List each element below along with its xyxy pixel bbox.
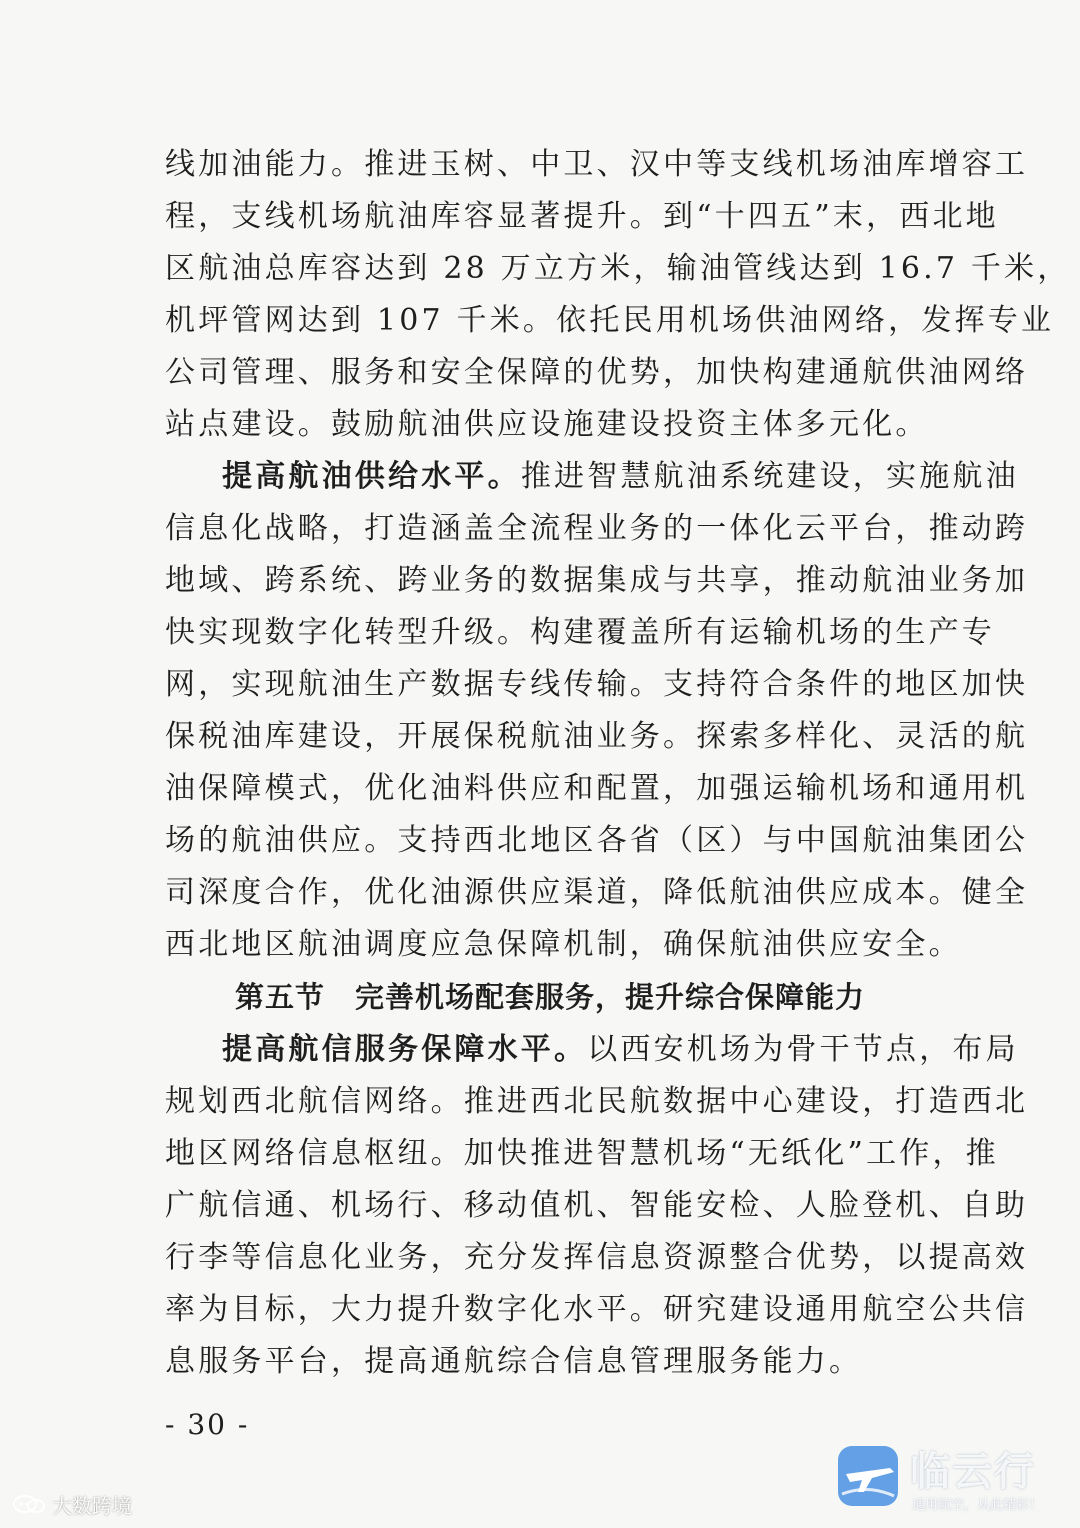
body-line: 网，实现航油生产数据专线传输。支持符合条件的地区加快 (165, 667, 1029, 702)
body-line: 油保障模式，优化油料供应和配置，加强运输机场和通用机 (165, 771, 1029, 806)
body-line: 西北地区航油调度应急保障机制，确保航油供应安全。 (165, 927, 962, 962)
body-line: 机坪管网达到 107 千米。依托民用机场供油网络，发挥专业 (165, 303, 1055, 338)
body-line: 保税油库建设，开展保税航油业务。探索多样化、灵活的航 (165, 719, 1029, 754)
section-heading: 完善机场配套服务，提升综合保障能力 (355, 980, 866, 1014)
body-line: 区航油总库容达到 28 万立方米，输油管线达到 16.7 千米， (165, 251, 1071, 286)
body-line: 场的航油供应。支持西北地区各省（区）与中国航油集团公 (165, 823, 1029, 858)
watermark-brand-name: 临云行 (910, 1449, 1036, 1495)
body-line: 行李等信息化业务，充分发挥信息资源整合优势，以提高效 (165, 1240, 1029, 1275)
watermark-left (12, 1490, 132, 1519)
paragraph-first-line (222, 1030, 1019, 1070)
watermark-left-text: 大数跨境 (52, 1494, 132, 1518)
body-line: 程，支线机场航油库容显著提升。到“十四五”末，西北地 (165, 199, 999, 234)
body-line: 地域、跨系统、跨业务的数据集成与共享，推动航油业务加 (165, 563, 1029, 598)
airplane-logo-icon (836, 1444, 900, 1508)
paragraph-heading: 提高航油供给水平。 (222, 459, 521, 494)
body-line: 规划西北航信网络。推进西北民航数据中心建设，打造西北 (165, 1084, 1029, 1119)
paragraph-text: 推进智慧航油系统建设，实施航油 (520, 459, 1019, 494)
watermark-right (830, 1438, 1070, 1518)
body-line: 率为目标，大力提升数字化水平。研究建设通用航空公共信 (165, 1292, 1029, 1327)
section-title (235, 977, 865, 1017)
watermark-slogan: 通用航空，从此精彩！ (912, 1498, 1043, 1513)
body-line: 快实现数字化转型升级。构建覆盖所有运输机场的生产专 (165, 615, 995, 650)
speech-bubble-icon (12, 1494, 46, 1516)
body-line: 广航信通、机场行、移动值机、智能安检、人脸登机、自助 (165, 1188, 1029, 1223)
paragraph-text: 以西安机场为骨干节点，布局 (587, 1032, 1019, 1067)
body-line: 信息化战略，打造涵盖全流程业务的一体化云平台，推动跨 (165, 511, 1029, 546)
paragraph-heading: 提高航信服务保障水平。 (222, 1032, 588, 1067)
body-line: 地区网络信息枢纽。加快推进智慧机场“无纸化”工作，推 (165, 1136, 999, 1171)
body-line: 站点建设。鼓励航油供应设施建设投资主体多元化。 (165, 407, 929, 442)
body-line: 息服务平台，提高通航综合信息管理服务能力。 (165, 1344, 863, 1379)
paragraph-first-line (222, 457, 1019, 497)
body-line: 司深度合作，优化油源供应渠道，降低航油供应成本。健全 (165, 875, 1029, 910)
page-number: - 30 - (165, 1408, 250, 1441)
section-number: 第五节 (235, 980, 326, 1014)
body-line: 线加油能力。推进玉树、中卫、汉中等支线机场油库增容工 (165, 147, 1029, 182)
body-line: 公司管理、服务和安全保障的优势，加快构建通航供油网络 (165, 355, 1029, 390)
